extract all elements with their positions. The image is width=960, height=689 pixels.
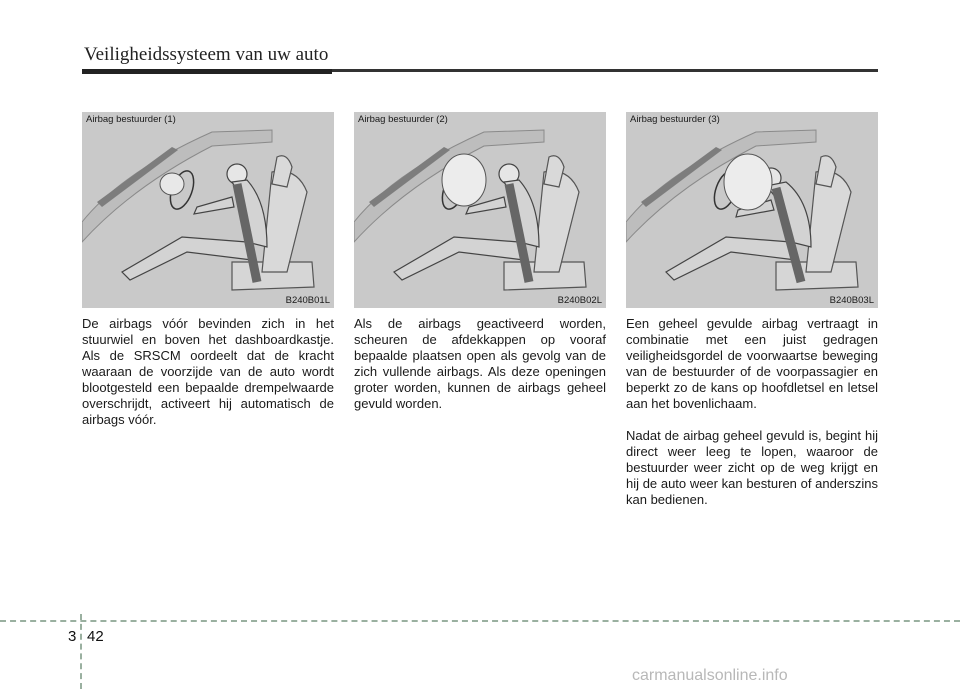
- text-column-1: [82, 316, 334, 444]
- paragraph: De airbags vóór bevinden zich in het stuurwiel en boven het dashboardkastje. Als de SRSCM oordeelt dat de kracht waaraan de voorzijde van de auto wordt blootgesteld een bepaalde drempelwaarde overschrijdt, activeert hij automatisch de airbags vóór.: [82, 316, 334, 427]
- page-title: Veiligheidssysteem van uw auto: [84, 44, 329, 65]
- page-number: 42: [87, 628, 104, 645]
- airbag-illustration-3: [626, 112, 878, 308]
- figure-airbag-3: [626, 112, 878, 308]
- paragraph: Een geheel gevulde airbag vertraagt in combinatie met een juist gedragen veiligheidsgordel de voorwaartse beweging van de bestuurder of de voorpassagier en beperkt zo de kans op hoofdletsel en letsel aan het bovenlichaam.: [626, 316, 878, 411]
- text-column-2: [354, 316, 606, 428]
- text-column-3: [626, 316, 878, 524]
- section-number: 3: [68, 628, 77, 645]
- footer-vertical-divider: [80, 614, 82, 689]
- paragraph: Als de airbags geactiveerd worden, scheuren de afdekkappen op vooraf bepaalde plaatsen open als gevolg van de zich vullende airbags. Als deze openingen groter worden, kunnen de airbags geheel gevuld worden.: [354, 316, 606, 411]
- figure-caption: Airbag bestuurder (2): [358, 114, 448, 125]
- airbag-illustration-2: [354, 112, 606, 308]
- footer-divider: [0, 620, 960, 622]
- figure-airbag-2: [354, 112, 606, 308]
- paragraph: Nadat de airbag geheel gevuld is, begint hij direct weer leeg te lopen, waaroor de bestuurder weer zicht op de weg krijgt en hij de auto weer kan besturen of anderszins kan bedienen.: [626, 428, 878, 507]
- figure-code: B240B02L: [557, 295, 602, 306]
- figure-airbag-1: [82, 112, 334, 308]
- figure-caption: Airbag bestuurder (3): [630, 114, 720, 125]
- figure-caption: Airbag bestuurder (1): [86, 114, 176, 125]
- header-divider-accent: [82, 69, 332, 74]
- airbag-illustration-1: [82, 112, 334, 308]
- figure-code: B240B01L: [285, 295, 330, 306]
- figure-code: B240B03L: [829, 295, 874, 306]
- watermark: carmanualsonline.info: [632, 667, 788, 684]
